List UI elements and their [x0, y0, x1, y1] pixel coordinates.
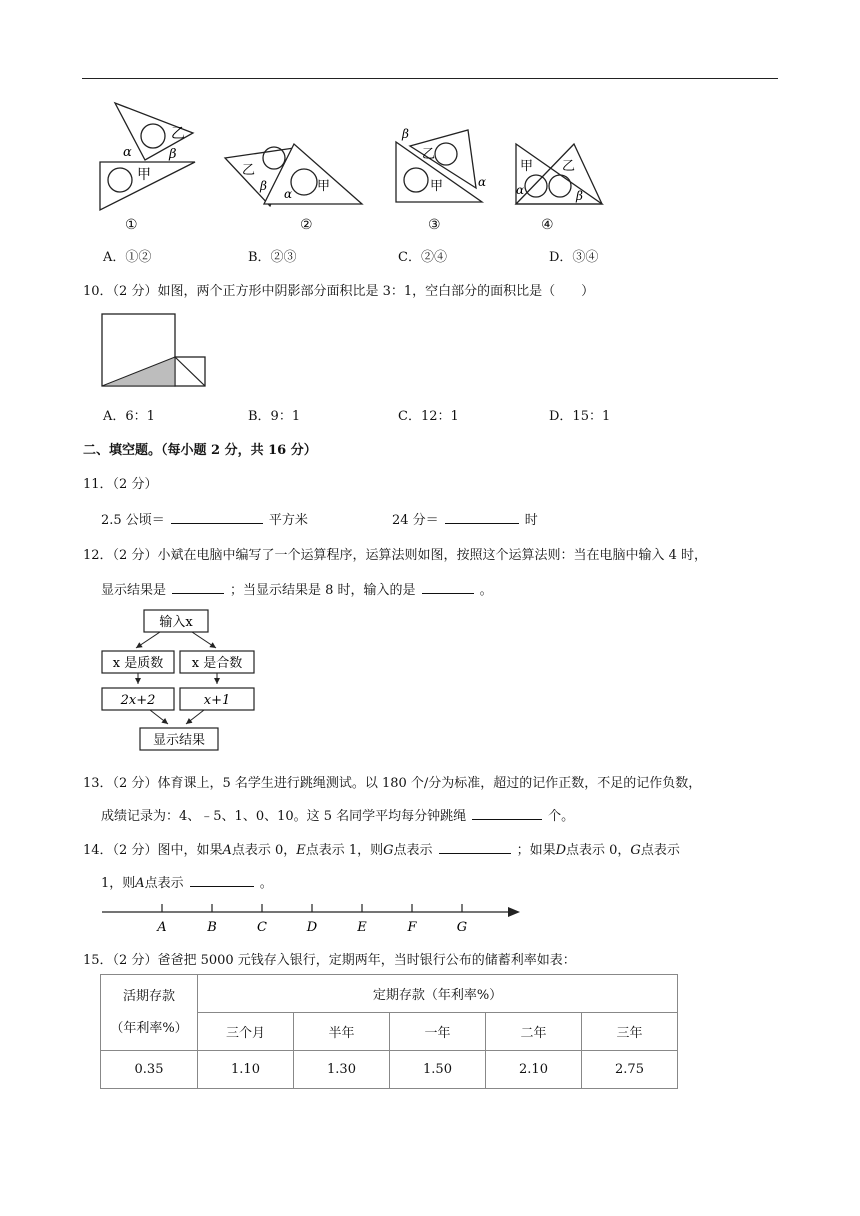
- term-1y: 一年: [390, 1013, 486, 1051]
- q12-line2-c: 。: [479, 583, 493, 598]
- q14-l1e: ；如果: [516, 843, 556, 858]
- q15-rate-table: [100, 974, 678, 1089]
- q11-part2-pre: 24 分＝: [392, 513, 439, 528]
- rate-2y: 2.10: [486, 1051, 582, 1089]
- q14-l2b: 点表示: [144, 876, 184, 891]
- current-rate: 0.35: [101, 1051, 198, 1089]
- q9-fig3-num: ③: [428, 217, 441, 233]
- header-rule: [82, 78, 778, 79]
- q9-option-b[interactable]: B．②③: [248, 250, 297, 265]
- q9-fig1-yi: 乙: [171, 126, 185, 142]
- q9-fig3-beta: β: [402, 127, 409, 141]
- flow-composite: x 是合数: [191, 656, 243, 671]
- q11-line-2: [392, 509, 538, 528]
- q14-l1-D: D: [555, 843, 567, 858]
- q12-blank-2[interactable]: [422, 581, 474, 594]
- q12-line2-a: 显示结果是: [101, 583, 167, 598]
- q14-l1-A: A: [222, 843, 232, 858]
- q14-l1f: 点表示 0，: [566, 843, 631, 858]
- q10-option-a[interactable]: A．6：1: [103, 409, 155, 424]
- q14-number-line: [100, 900, 524, 936]
- q14-l1-E: E: [296, 843, 306, 858]
- q11-part2-unit: 时: [524, 513, 538, 528]
- q9-figure-3: [392, 124, 498, 210]
- section-2-title: 二、填空题。（每小题 2 分，共 16 分）: [83, 443, 317, 458]
- q9-fig4-num: ④: [541, 217, 554, 233]
- current-header-cell: [101, 975, 198, 1051]
- rate-3m: 1.10: [198, 1051, 294, 1089]
- q9-fig3-jia: 甲: [430, 179, 444, 194]
- q9-fig2-yi: 乙: [242, 163, 256, 178]
- rate-3y: 2.75: [582, 1051, 678, 1089]
- term-6m: 半年: [294, 1013, 390, 1051]
- q13-line2-b: 个。: [548, 809, 575, 824]
- tick-label-b: B: [207, 920, 217, 935]
- q11-part1-pre: 2.5 公顷＝: [101, 513, 165, 528]
- q10-option-d[interactable]: D．15：1: [549, 409, 611, 424]
- rate-6m: 1.30: [294, 1051, 390, 1089]
- q12-line2: [101, 579, 493, 598]
- q9-fig1-num: ①: [125, 217, 138, 233]
- q9-option-d[interactable]: D．③④: [549, 250, 599, 265]
- flow-prime: x 是质数: [112, 656, 164, 671]
- q14-line1: [83, 839, 680, 858]
- q14-l1-G: G: [383, 843, 394, 858]
- q14-l1b: 点表示 0，: [231, 843, 297, 858]
- q9-fig2-alpha: α: [284, 187, 293, 201]
- q14-blank-2[interactable]: [190, 874, 254, 887]
- tick-label-a: A: [157, 920, 167, 935]
- tick-label-d: D: [306, 920, 318, 935]
- q9-fig3-alpha: α: [478, 175, 487, 189]
- q14-l2a: 1，则: [101, 876, 136, 891]
- q14-l2c: 。: [259, 876, 273, 891]
- q10-option-c[interactable]: C．12：1: [398, 409, 459, 424]
- q11-part1-unit: 平方米: [268, 513, 308, 528]
- tick-label-g: G: [456, 920, 468, 935]
- q11-blank-1[interactable]: [171, 511, 263, 524]
- tick-label-c: C: [257, 920, 267, 935]
- q13-line2: [101, 805, 574, 824]
- q13-line2-a: 成绩记录为：4、﹣5、1、0、10。这 5 名同学平均每分钟跳绳: [101, 809, 467, 824]
- flow-op-composite: x+1: [203, 693, 231, 708]
- term-2y: 二年: [486, 1013, 582, 1051]
- q9-fig2-beta: β: [260, 179, 267, 193]
- q9-figure-4: [512, 140, 610, 210]
- q14-blank-1[interactable]: [439, 841, 511, 854]
- q9-fig2-num: ②: [300, 217, 313, 233]
- q11-head: 11．（2 分）: [83, 477, 158, 492]
- tick-label-e: E: [357, 920, 367, 935]
- q11-blank-2[interactable]: [445, 511, 519, 524]
- q9-fig4-alpha: α: [516, 183, 525, 197]
- flow-input: 输入x: [159, 615, 193, 630]
- flow-result: 显示结果: [152, 733, 206, 748]
- q10-figure: [101, 313, 207, 388]
- rate-1y: 1.50: [390, 1051, 486, 1089]
- q14-l1-G2: G: [630, 843, 641, 858]
- current-header-line2: （年利率%）: [110, 1020, 188, 1036]
- current-header-line1: 活期存款: [122, 988, 175, 1004]
- q14-l2-A: A: [135, 876, 145, 891]
- flow-op-prime: 2x+2: [120, 693, 156, 708]
- fixed-header: 定期存款（年利率%）: [198, 975, 678, 1013]
- q12-line2-b: ；当显示结果是 8 时，输入的是: [230, 583, 416, 598]
- q9-fig4-beta: β: [576, 189, 583, 203]
- q9-figure-1: [95, 100, 205, 215]
- q14-l1g: 点表示: [640, 843, 680, 858]
- q14-l1c: 点表示 1，则: [305, 843, 384, 858]
- q13-line1: 13．（2 分）体育课上，5 名学生进行跳绳测试。以 180 个/分为标准，超过的记作正数，不足的记作负数，: [83, 776, 702, 791]
- q10-stem: 10．（2 分）如图，两个正方形中阴影部分面积比是 3：1，空白部分的面积比是（ ）: [83, 284, 595, 299]
- q12-line1: 12．（2 分）小斌在电脑中编写了一个运算程序，运算法则如图，按照这个运算法则：当在电脑中输入 4 时，: [83, 548, 707, 563]
- q12-flowchart: [100, 608, 260, 754]
- q14-line2: [101, 872, 273, 891]
- tick-label-f: F: [407, 920, 417, 935]
- q9-fig1-beta: β: [169, 147, 177, 162]
- q9-fig4-yi: 乙: [562, 159, 576, 174]
- q9-fig3-yi: 乙: [422, 147, 436, 162]
- q14-l1a: 14．（2 分）图中，如果: [83, 843, 223, 858]
- q9-fig1-jia: 甲: [137, 167, 151, 183]
- term-3m: 三个月: [198, 1013, 294, 1051]
- q13-blank[interactable]: [472, 807, 542, 820]
- q11-line: [101, 509, 308, 528]
- q10-option-b[interactable]: B．9：1: [248, 409, 301, 424]
- q14-l1d: 点表示: [393, 843, 433, 858]
- q12-blank-1[interactable]: [172, 581, 224, 594]
- q9-fig4-jia: 甲: [520, 159, 534, 174]
- q9-option-a[interactable]: A．①②: [103, 250, 152, 265]
- q9-fig2-jia: 甲: [317, 179, 331, 194]
- q9-figure-2: [222, 128, 370, 210]
- q9-fig1-alpha: α: [123, 145, 132, 160]
- term-3y: 三年: [582, 1013, 678, 1051]
- q9-option-c[interactable]: C．②④: [398, 250, 447, 265]
- q15-stem: 15．（2 分）爸爸把 5000 元钱存入银行，定期两年，当时银行公布的储蓄利率如表：: [83, 953, 576, 968]
